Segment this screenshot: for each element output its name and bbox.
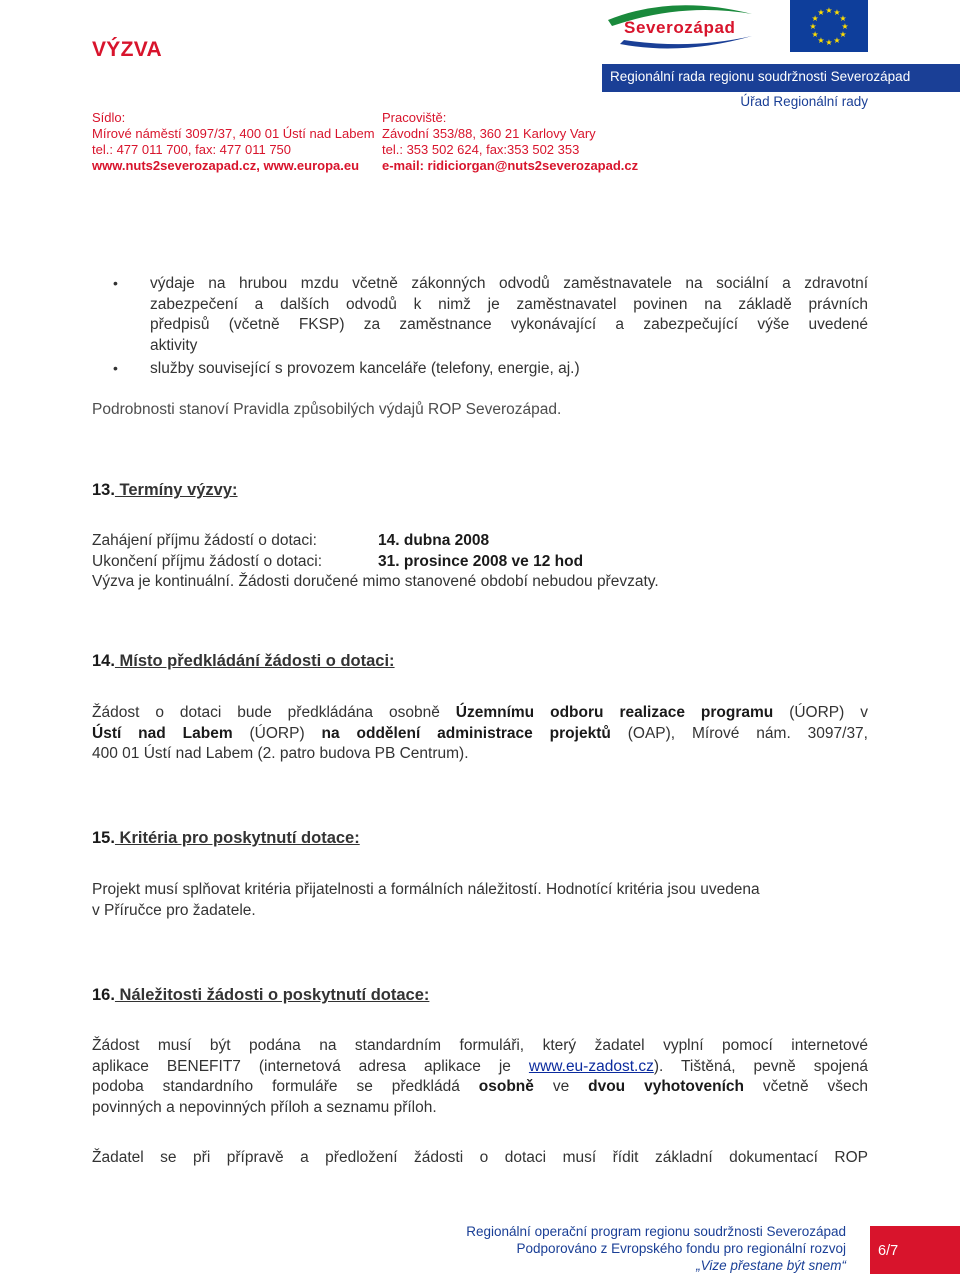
bullet-dot-icon: • — [113, 360, 118, 376]
eu-star-icon: ★ — [817, 8, 825, 18]
eu-star-icon: ★ — [833, 8, 841, 18]
section-16-final-line: Žadatel se při přípravě a předložení žádosti o dotaci musí řídit základní dokumentací ROP — [92, 1149, 868, 1166]
section-13-heading: 13. Termíny výzvy: — [92, 481, 238, 499]
bullet-dot-icon: • — [113, 275, 118, 291]
severozapad-logo — [602, 0, 764, 54]
footer-fund: Podporováno z Evropského fondu pro regionální rozvoj — [516, 1241, 846, 1256]
eu-star-icon: ★ — [825, 6, 833, 15]
end-label: Ukončení příjmu žádostí o dotaci: — [92, 553, 323, 570]
page-number: 6/7 — [878, 1243, 899, 1259]
logo-wordmark: Severozápad — [624, 18, 736, 37]
eu-star-icon: ★ — [809, 22, 817, 31]
workplace-email[interactable]: e-mail: ridiciorgan@nuts2severozapad.cz — [382, 158, 639, 173]
start-label: Zahájení příjmu žádostí o dotaci: — [92, 532, 317, 549]
eu-star-icon: ★ — [833, 35, 841, 45]
page-number-box — [870, 1226, 960, 1274]
eu-stars — [790, 0, 868, 52]
section-15-text: Projekt musí splňovat kritéria přijatelnosti a formálních náležitostí. Hodnotící kritéria jsou uvedena v Příručce pro žadatele. — [92, 881, 760, 919]
seat-web[interactable]: www.nuts2severozapad.cz, www.europa.eu — [92, 158, 360, 173]
section-14-heading: 14. Místo předkládání žádosti o dotaci: — [92, 652, 395, 670]
footer-program: Regionální operační program regionu soudržnosti Severozápad — [466, 1224, 846, 1239]
council-name: Regionální rada regionu soudržnosti Severozápad — [610, 69, 911, 84]
footer-motto: „Vize přestane být snem“ — [696, 1258, 846, 1273]
eu-star-icon: ★ — [817, 35, 825, 45]
council-banner — [602, 64, 960, 92]
workplace-phone: tel.: 353 502 624, fax:353 502 353 — [382, 142, 580, 157]
eu-star-icon: ★ — [825, 38, 833, 47]
seat-label: Sídlo: — [92, 110, 126, 125]
details-note: Podrobnosti stanoví Pravidla způsobilých výdajů ROP Severozápad. — [92, 401, 562, 418]
bullet-item-salaries: výdaje na hrubou mzdu včetně zákonných odvodů zaměstnavatele na sociální a zdravotní zabezpečení a dalších odvodů k nimž je zaměstnavatel povinen na základě právních předpisů (včetně FKSP) za zaměstnance vykonávající a zabezpečující výše uvedené aktivity — [150, 275, 868, 354]
end-value: 31. prosince 2008 ve 12 hod — [378, 553, 584, 570]
eu-flag-icon — [790, 0, 868, 52]
workplace-address-block — [382, 110, 638, 174]
start-value: 14. dubna 2008 — [378, 532, 490, 549]
document-title: VÝZVA — [92, 38, 162, 61]
section-15-heading: 15. Kritéria pro poskytnutí dotace: — [92, 829, 360, 847]
section-16-text: Žádost musí být podána na standardním formuláři, který žadatel vyplní pomocí internetové aplikace BENEFIT7 (internetová adresa aplikace je www.eu-zadost.cz). Tištěná, pevně spojená podoba standardního formuláře se předkládá osobně ve dvou vyhotoveních včetně všech povinných a nepovinných příloh a seznamu příloh. — [92, 1037, 869, 1116]
seat-address-block — [92, 110, 375, 174]
eu-star-icon: ★ — [841, 22, 849, 31]
continuity-note: Výzva je kontinuální. Žádosti doručené mimo stanovené období nebudou převzaty. — [92, 573, 659, 590]
workplace-label: Pracoviště: — [382, 110, 447, 125]
seat-address: Mírové náměstí 3097/37, 400 01 Ústí nad Labem — [92, 126, 375, 141]
bullet-item-services: služby související s provozem kanceláře (telefony, energie, aj.) — [150, 360, 580, 377]
section-14-text: Žádost o dotaci bude předkládána osobně Územnímu odboru realizace programu (ÚORP) v Ústí nad Labem (ÚORP) na oddělení administrace projektů (OAP), Mírové nám. 3097/37, 400 01 Ústí nad Labem (2. patro budova PB Centrum). — [92, 704, 869, 762]
eu-star-icon: ★ — [811, 14, 819, 23]
seat-phone: tel.: 477 011 700, fax: 477 011 750 — [92, 142, 292, 157]
section-16-heading: 16. Náležitosti žádosti o poskytnutí dotace: — [92, 986, 430, 1004]
workplace-address: Závodní 353/88, 360 21 Karlovy Vary — [382, 126, 596, 141]
eu-zadost-link[interactable]: www.eu-zadost.cz — [528, 1057, 654, 1075]
office-name: Úřad Regionální rady — [740, 94, 868, 109]
eu-star-icon: ★ — [811, 30, 819, 39]
eu-star-icon: ★ — [839, 14, 847, 23]
eu-star-icon: ★ — [839, 30, 847, 39]
